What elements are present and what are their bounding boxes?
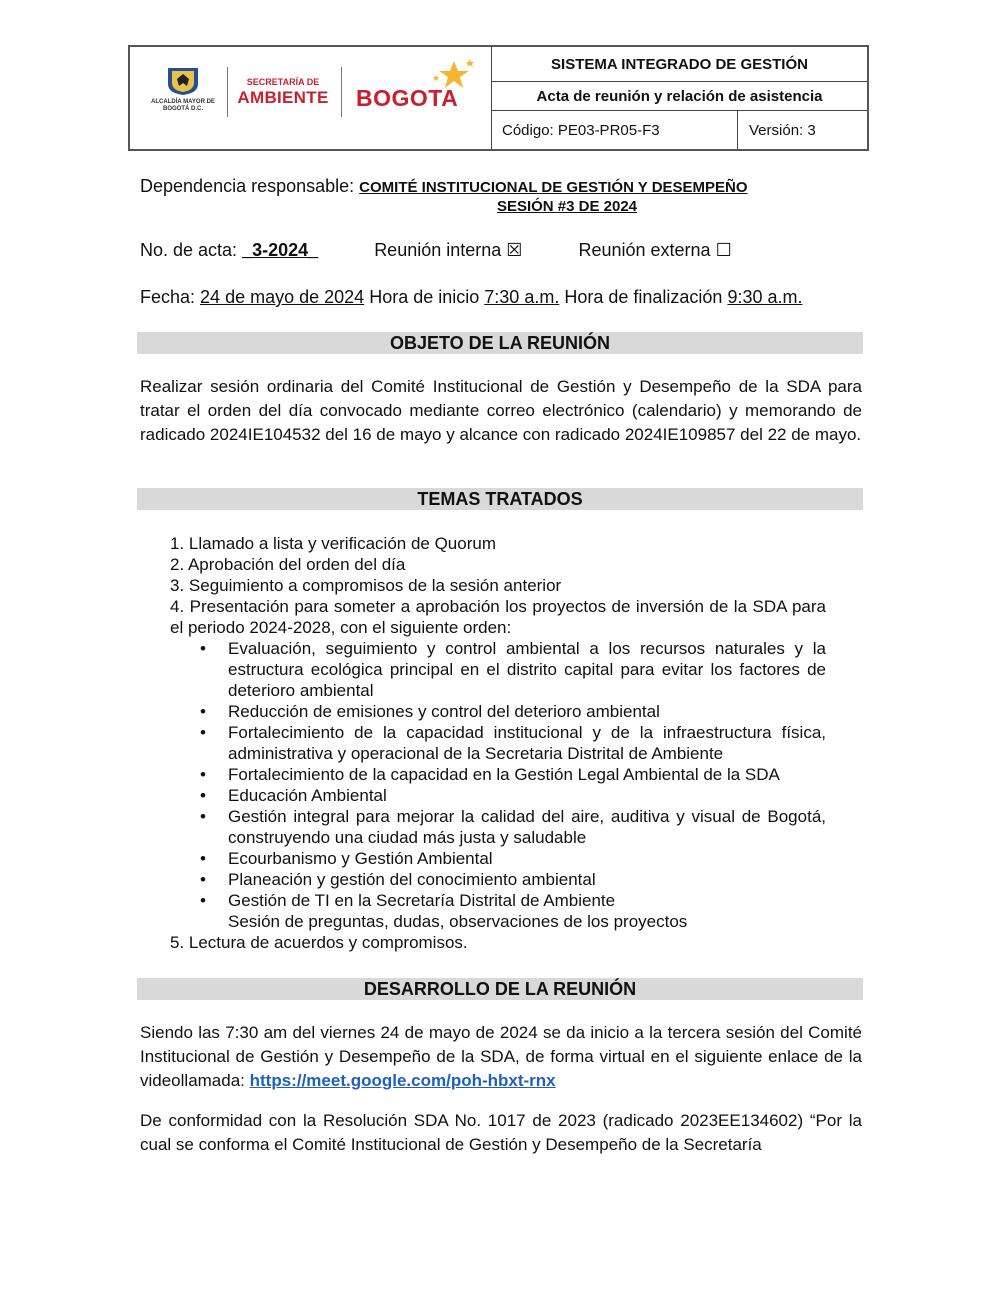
dependencia-value: COMITÉ INSTITUCIONAL DE GESTIÓN Y DESEMPEÑO (359, 179, 748, 196)
bullet-text: Gestión integral para mejorar la calidad del aire, auditiva y visual de Bogotá, construyendo una ciudad más justa y saludable (228, 807, 826, 847)
inicio-value: 7:30 a.m. (484, 287, 560, 307)
bullet-text: Evaluación, seguimiento y control ambiental a los recursos naturales y la estructura ecológica principal en el distrito capital para evitar los factores de deterioro ambiental (228, 639, 826, 700)
acta-value: _3-2024_ (242, 240, 319, 260)
system-title: SISTEMA INTEGRADO DE GESTIÓN (492, 47, 867, 82)
acta-label: No. de acta: (140, 240, 238, 260)
form-code: Código: PE03-PR05-F3 (492, 111, 738, 149)
bogota-logo-text: BOGOTA (356, 85, 459, 111)
star-icon (430, 57, 475, 92)
sesion-value: SESIÓN #3 DE 2024 (496, 198, 638, 215)
desarrollo-paragraph-2: De conformidad con la Resolución SDA No. 1017 de 2023 (radicado 2023EE134602) “Por la cual se conforma el Comité Institucional de Gestión y Desempeño de la Secretaría (140, 1111, 862, 1154)
bullet-icon: • (200, 702, 206, 721)
bullet-icon: • (200, 849, 206, 868)
bullet-icon: • (200, 870, 206, 889)
externa-label: Reunión externa (578, 240, 711, 260)
alcaldia-logo-text: ALCALDÍA MAYOR DE BOGOTÁ D.C. (151, 99, 215, 112)
bullet-icon: • (200, 639, 206, 658)
desarrollo-text: Siendo las 7:30 am del viernes 24 de mayo de 2024 se da inicio a la tercera sesión del Comité Institucional de Gestión y Desempeño de la SDA, de forma virtual en el siguiente enlace de la videollamada: (140, 1023, 862, 1090)
bullet-item (170, 638, 826, 701)
bullet-icon: • (200, 807, 206, 826)
list-item: 2. Aprobación del orden del día (170, 555, 406, 574)
form-version: Versión: 3 (749, 121, 816, 139)
bullet-icon: • (200, 786, 206, 805)
form-title: Acta de reunión y relación de asistencia (492, 82, 867, 111)
bullet-continuation: Sesión de preguntas, dudas, observaciones de los proyectos (228, 912, 688, 931)
desarrollo-paragraph-1 (140, 1021, 862, 1093)
list-item: 4. Presentación para someter a aprobación los proyectos de inversión de la SDA para el periodo 2024-2028, con el siguiente orden: (170, 597, 826, 637)
fecha-line (140, 287, 803, 308)
bullet-item (170, 701, 826, 722)
meet-link[interactable]: https://meet.google.com/poh-hbxt-rnx (249, 1071, 556, 1090)
externa-checkbox[interactable]: ☐ (715, 240, 732, 260)
dependencia-line (140, 176, 748, 197)
bullet-icon: • (200, 891, 206, 910)
bullet-item (170, 848, 826, 869)
fin-value: 9:30 a.m. (727, 287, 803, 307)
interna-checkbox[interactable]: ☒ (506, 240, 523, 260)
bullet-text: Planeación y gestión del conocimiento ambiental (228, 870, 596, 889)
bullet-icon: • (200, 765, 206, 784)
secretaria-logo-top: SECRETARÍA DE (246, 77, 320, 87)
temas-list (170, 533, 826, 953)
list-item: 5. Lectura de acuerdos y compromisos. (170, 933, 468, 952)
fecha-value: 24 de mayo de 2024 (200, 287, 365, 307)
bullet-text: Educación Ambiental (228, 786, 387, 805)
section-heading-desarrollo: DESARROLLO DE LA REUNIÓN (137, 978, 863, 1000)
bullet-text: Ecourbanismo y Gestión Ambiental (228, 849, 493, 868)
bullet-text: Gestión de TI en la Secretaría Distrital de Ambiente (228, 891, 616, 910)
section-heading-temas: TEMAS TRATADOS (137, 488, 863, 510)
interna-label: Reunión interna (374, 240, 502, 260)
document-header (128, 45, 869, 151)
inicio-label: Hora de inicio (369, 287, 480, 307)
objeto-text: Realizar sesión ordinaria del Comité Institucional de Gestión y Desempeño de la SDA para tratar el orden del día convocado mediante correo electrónico (calendario) y memorando de radicado 2024IE104532 del 16 de mayo y alcance con radicado 2024IE109857 del 22 de mayo. (140, 377, 862, 444)
acta-line (140, 240, 732, 261)
bullet-item (170, 806, 826, 848)
bullet-item (170, 890, 826, 911)
bullet-item (170, 764, 826, 785)
sesion-line (140, 198, 866, 215)
bullet-text: Fortalecimiento de la capacidad institucional y de la infraestructura física, administrativa y operacional de la Secretaria Distrital de Ambiente (228, 723, 826, 763)
coat-of-arms-icon (165, 66, 201, 96)
bullet-item (170, 722, 826, 764)
secretaria-logo-bottom: AMBIENTE (237, 88, 329, 107)
bullet-text: Fortalecimiento de la capacidad en la Gestión Legal Ambiental de la SDA (228, 765, 780, 784)
bullet-item (170, 785, 826, 806)
dependencia-label: Dependencia responsable: (140, 176, 355, 196)
list-item: 1. Llamado a lista y verificación de Quorum (170, 534, 496, 553)
fecha-label: Fecha: (140, 287, 196, 307)
logo-cell (130, 47, 492, 149)
bullet-item (170, 869, 826, 890)
section-heading-objeto: OBJETO DE LA REUNIÓN (137, 332, 863, 354)
logo-divider (227, 67, 228, 117)
fin-label: Hora de finalización (564, 287, 723, 307)
bullet-text: Reducción de emisiones y control del deterioro ambiental (228, 702, 660, 721)
bullet-icon: • (200, 723, 206, 742)
list-item: 3. Seguimiento a compromisos de la sesión anterior (170, 576, 562, 595)
logo-divider (341, 67, 342, 117)
